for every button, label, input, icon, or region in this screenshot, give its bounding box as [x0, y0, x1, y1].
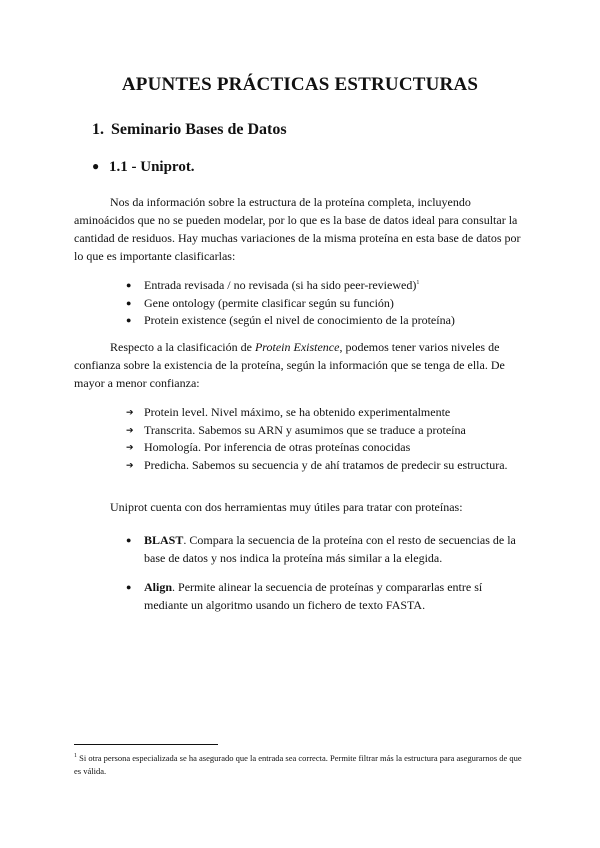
arrow-right-icon: ➔ [126, 407, 134, 417]
page-title: APUNTES PRÁCTICAS ESTRUCTURAS [121, 74, 479, 95]
bullet-icon: ● [126, 280, 132, 290]
bullet-icon: ● [126, 315, 132, 325]
list-item-text: Predicha. Sabemos su secuencia y de ahí tratamos de predecir su estructura. [144, 457, 508, 472]
footnote-mark: 1 [74, 753, 77, 760]
list-item [126, 439, 526, 457]
paragraph-text-before: Respecto a la clasificación de [110, 340, 255, 354]
paragraph-intro-text: Nos da información sobre la estructura de la proteína completa, incluyendo aminoácidos que no se pueden modelar, por lo que es la base de datos ideal para consultar la cantidad de residuos. Hay muchas variaciones de la misma proteína en esta base de datos por lo que es importante clasificarlas: [74, 195, 521, 263]
paragraph-protein-existence [74, 338, 526, 392]
paragraph-tools-text: Uniprot cuenta con dos herramientas muy útiles para tratar con proteínas: [110, 500, 463, 514]
subsection-heading [92, 159, 195, 176]
footnote-text: Si otra persona especializada se ha asegurado que la entrada sea correcta. Permite filtrar más la estructura para asegurarnos de que es válida. [74, 753, 522, 776]
arrow-right-icon: ➔ [126, 459, 134, 470]
list-item [126, 404, 526, 422]
bullet-icon: ● [126, 297, 132, 308]
arrow-right-icon: ➔ [126, 424, 134, 435]
section-title: Seminario Bases de Datos [111, 121, 287, 138]
list-item [126, 422, 526, 440]
list-item [126, 277, 526, 295]
arrow-right-icon: ➔ [126, 442, 134, 452]
section-number: 1. [92, 121, 104, 138]
paragraph-text-after: , podemos tener varios niveles de confianza sobre la existencia de la proteína, según la información que se tenga de ella. De mayor a menor confianza: [74, 340, 505, 390]
paragraph-italic-term: Protein Existence [254, 340, 340, 354]
tool-blast [126, 531, 526, 567]
list-item [126, 457, 526, 475]
list-item [126, 312, 526, 330]
footnote [74, 752, 526, 778]
subsection-title: 1.1 - Uniprot. [109, 159, 195, 175]
confidence-list [126, 404, 526, 474]
tool-align [126, 578, 526, 614]
tool-name: BLAST [144, 533, 184, 547]
bullet-icon: ● [126, 535, 132, 545]
list-item-text: Protein existence (según el nivel de conocimiento de la proteína) [144, 313, 455, 327]
list-item-text: Transcrita. Sabemos su ARN y asumimos que se traduce a proteína [144, 422, 466, 437]
tool-description: . Compara la secuencia de la proteína con el resto de secuencias de la base de datos y nos indica la proteína más similar a la elegida. [144, 533, 516, 565]
list-item-text: Homología. Por inferencia de otras proteínas conocidas [144, 440, 411, 454]
paragraph-tools [74, 498, 526, 516]
list-item [126, 295, 526, 313]
list-item-text: Entrada revisada / no revisada (si ha sido peer-reviewed) [144, 278, 417, 292]
bullet-icon: ● [92, 159, 100, 173]
list-item-text: Protein level. Nivel máximo, se ha obtenido experimentalmente [144, 405, 451, 419]
footnote-divider [74, 744, 218, 745]
bullet-icon: ● [126, 582, 132, 592]
footnote-ref: 1 [416, 280, 420, 286]
classification-list [126, 277, 526, 330]
list-item-text: Gene ontology (permite clasificar según su función) [144, 295, 394, 310]
tool-description: . Permite alinear la secuencia de proteínas y compararlas entre sí mediante un algoritmo usando un fichero de texto FASTA. [144, 580, 483, 612]
paragraph-intro [74, 193, 526, 265]
section-heading [92, 121, 287, 139]
tool-name: Align [144, 580, 173, 594]
